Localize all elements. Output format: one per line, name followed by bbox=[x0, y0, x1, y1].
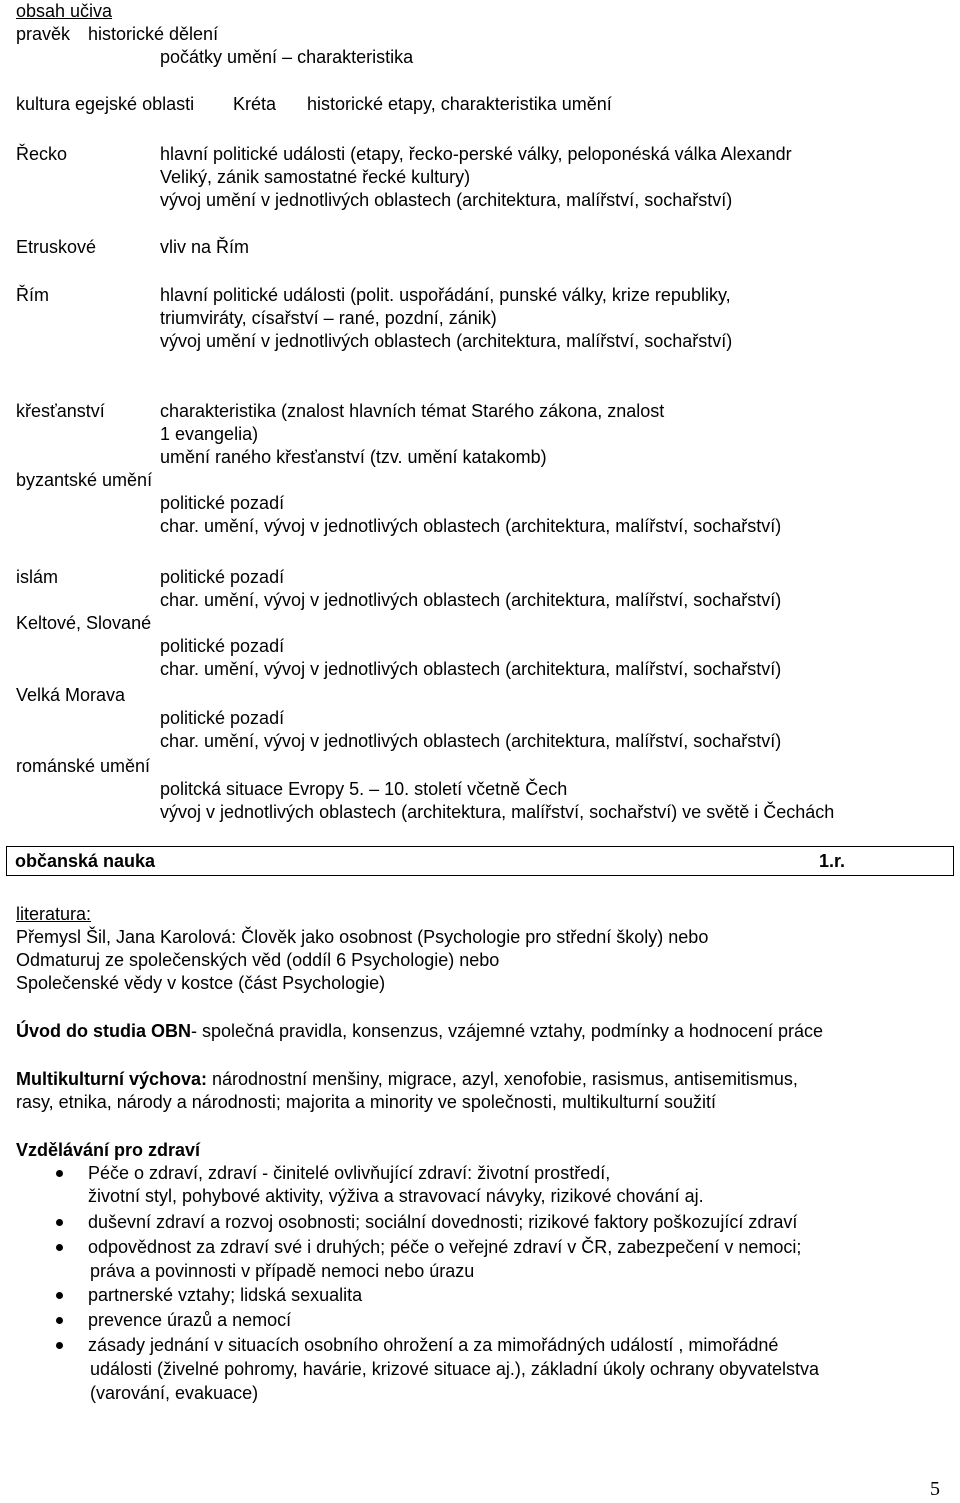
topic-text: vývoj umění v jednotlivých oblastech (architektura, malířství, sochařství) bbox=[160, 331, 733, 351]
intro-paragraph bbox=[16, 1020, 823, 1043]
topic-text: hlavní politické události (polit. uspořádání, punské války, krize republiky, bbox=[160, 285, 731, 305]
topic-text: vývoj v jednotlivých oblastech (architektura, malířství, sochařství) ve světě i Čechách bbox=[160, 802, 835, 822]
topic-label-prehistory: pravěk bbox=[16, 24, 71, 44]
health-bullet-text: duševní zdraví a rozvoj osobnosti; sociální dovednosti; rizikové faktory poškozující zdraví bbox=[88, 1212, 798, 1232]
health-bullet-text: prevence úrazů a nemocí bbox=[88, 1310, 292, 1330]
topic-label-crete: Kréta bbox=[233, 94, 277, 114]
topic-label-islam: islám bbox=[16, 567, 59, 587]
topic-label-romanesque: románské umění bbox=[16, 756, 151, 776]
topic-text: umění raného křesťanství (tzv. umění katakomb) bbox=[160, 447, 547, 467]
health-bullet-text: Péče o zdraví, zdraví - činitelé ovlivňující zdraví: životní prostředí, bbox=[88, 1163, 611, 1183]
literature-item: Odmaturuj ze společenských věd (oddíl 6 Psychologie) nebo bbox=[16, 950, 500, 970]
health-bullet-text: partnerské vztahy; lidská sexualita bbox=[88, 1285, 363, 1305]
multicultural-text: národnostní menšiny, migrace, azyl, xenofobie, rasismus, antisemitismus, bbox=[207, 1069, 798, 1089]
health-title: Vzdělávání pro zdraví bbox=[16, 1140, 201, 1160]
health-bullet-text: odpovědnost za zdraví své i druhých; péče o veřejné zdraví v ČR, zabezpečení v nemoci; bbox=[88, 1237, 802, 1257]
topic-label-byzantine: byzantské umění bbox=[16, 470, 153, 490]
topic-text: počátky umění – charakteristika bbox=[160, 47, 414, 67]
health-bullet-text: práva a povinnosti v případě nemoci nebo úrazu bbox=[90, 1261, 475, 1281]
topic-text: politické pozadí bbox=[160, 636, 285, 656]
topic-label-rome: Řím bbox=[16, 285, 49, 305]
topic-label-greece: Řecko bbox=[16, 144, 68, 164]
subject-name: občanská nauka bbox=[15, 851, 156, 871]
bullet-dot-icon bbox=[56, 1170, 63, 1177]
topic-text: politické pozadí bbox=[160, 708, 285, 728]
multicultural-text: rasy, etnika, národy a národnosti; majorita a minority ve společnosti, multikulturní soužití bbox=[16, 1092, 716, 1112]
topic-label-aegean: kultura egejské oblasti bbox=[16, 94, 195, 114]
subject-header-box bbox=[6, 846, 954, 876]
bullet-dot-icon bbox=[56, 1342, 63, 1349]
literature-item: Přemysl Šil, Jana Karolová: Člověk jako osobnost (Psychologie pro střední školy) nebo bbox=[16, 927, 709, 947]
topic-text: char. umění, vývoj v jednotlivých oblastech (architektura, malířství, sochařství) bbox=[160, 590, 782, 610]
bullet-dot-icon bbox=[56, 1219, 63, 1226]
topic-text: Veliký, zánik samostatné řecké kultury) bbox=[160, 167, 471, 187]
topic-text: 1 evangelia) bbox=[160, 424, 259, 444]
topic-label-etruscans: Etruskové bbox=[16, 237, 97, 257]
page-number: 5 bbox=[930, 1478, 940, 1500]
topic-text: politické pozadí bbox=[160, 567, 285, 587]
topic-text: historické dělení bbox=[88, 24, 219, 44]
topic-text: char. umění, vývoj v jednotlivých oblastech (architektura, malířství, sochařství) bbox=[160, 659, 782, 679]
health-bullet-text: zásady jednání v situacích osobního ohrožení a za mimořádných událostí , mimořádné bbox=[88, 1335, 779, 1355]
topic-label-great-moravia: Velká Morava bbox=[16, 685, 126, 705]
bullet-dot-icon bbox=[56, 1317, 63, 1324]
literature-item: Společenské vědy v kostce (část Psychologie) bbox=[16, 973, 386, 993]
topic-text: triumviráty, císařství – rané, pozdní, zánik) bbox=[160, 308, 497, 328]
topic-text: vývoj umění v jednotlivých oblastech (architektura, malířství, sochařství) bbox=[160, 190, 733, 210]
health-bullet-text: události (živelné pohromy, havárie, krizové situace aj.), základní úkoly ochrany obyvatelstva bbox=[90, 1359, 820, 1379]
subject-year: 1.r. bbox=[819, 851, 846, 871]
topic-text: historické etapy, charakteristika umění bbox=[307, 94, 612, 114]
health-bullet-text: životní styl, pohybové aktivity, výživa a stravovací návyky, rizikové chování aj. bbox=[88, 1186, 704, 1206]
topic-label-celts-slavs: Keltové, Slované bbox=[16, 613, 152, 633]
topic-text: char. umění, vývoj v jednotlivých oblastech (architektura, malířství, sochařství) bbox=[160, 731, 782, 751]
topic-text: hlavní politické události (etapy, řecko-perské války, peloponéská válka Alexandr bbox=[160, 144, 792, 164]
topic-text: vliv na Řím bbox=[160, 237, 250, 257]
literature-heading: literatura: bbox=[16, 904, 92, 924]
multicultural-title: Multikulturní výchova: bbox=[16, 1069, 208, 1089]
section-heading: obsah učiva bbox=[16, 1, 113, 21]
topic-text: politické pozadí bbox=[160, 493, 285, 513]
bullet-dot-icon bbox=[56, 1244, 63, 1251]
multicultural-paragraph bbox=[16, 1068, 798, 1091]
topic-text: char. umění, vývoj v jednotlivých oblastech (architektura, malířství, sochařství) bbox=[160, 516, 782, 536]
health-bullet-text: (varování, evakuace) bbox=[90, 1383, 259, 1403]
topic-text: politcká situace Evropy 5. – 10. století včetně Čech bbox=[160, 779, 568, 799]
topic-text: charakteristika (znalost hlavních témat Starého zákona, znalost bbox=[160, 401, 665, 421]
bullet-dot-icon bbox=[56, 1292, 63, 1299]
intro-text: - společná pravidla, konsenzus, vzájemné vztahy, podmínky a hodnocení práce bbox=[191, 1021, 824, 1041]
topic-label-christianity: křesťanství bbox=[16, 401, 105, 421]
intro-title: Úvod do studia OBN bbox=[16, 1021, 191, 1041]
